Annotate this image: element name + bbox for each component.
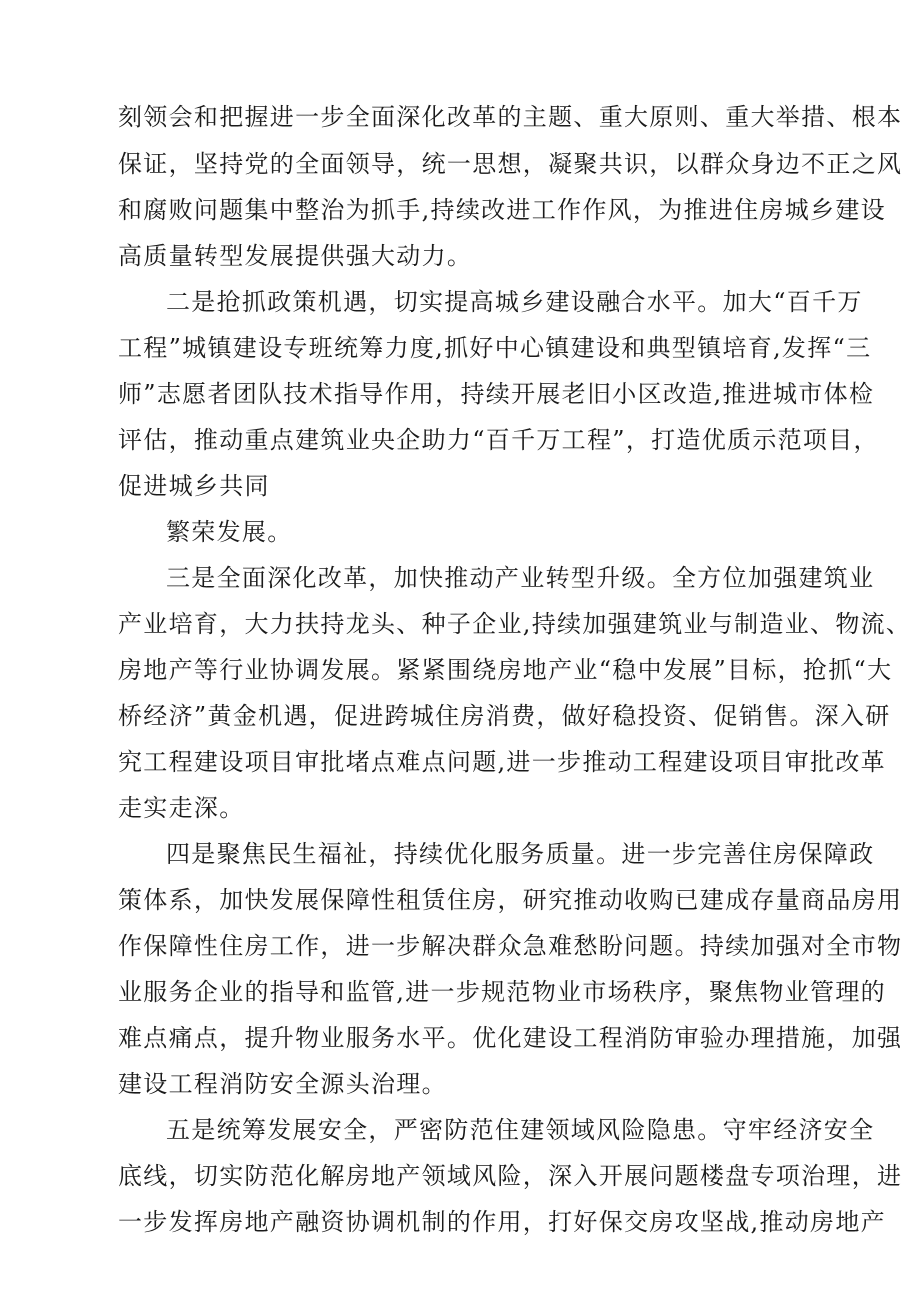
text-line-1: 刻领会和把握进一步全面深化改革的主题、重大原则、重大举措、根本 — [118, 103, 903, 131]
text-line-13: 房地产等行业协调发展。紧紧围绕房地产业“稳中发展”目标，抢抓“大 — [118, 656, 893, 684]
text-line-21: 难点痛点，提升物业服务水平。优化建设工程消防审验办理措施，加强 — [118, 1024, 903, 1052]
text-line-24: 底线，切实防范化解房地产领域风险，深入开展问题楼盘专项治理，进 — [118, 1162, 903, 1190]
text-line-19: 作保障性住房工作，进一步解决群众急难愁盼问题。持续加强对全市物 — [118, 932, 903, 960]
text-line-14: 桥经济”黄金机遇，促进跨城住房消费，做好稳投资、促销售。深入研 — [118, 702, 891, 730]
text-line-15: 究工程建设项目审批堵点难点问题,进一步推动工程建设项目审批改革 — [118, 748, 886, 776]
paragraph-3-first-line: 三是全面深化改革，加快推动产业转型升级。全方位加强建筑业 — [166, 564, 875, 592]
text-line-4: 高质量转型发展提供强大动力。 — [118, 242, 473, 270]
text-line-16: 走实走深。 — [118, 794, 245, 822]
text-line-6: 工程”城镇建设专班统筹力度,抓好中心镇建设和典型镇培育,发挥“三 — [118, 334, 872, 362]
text-line-2: 保证，坚持党的全面领导，统一思想，凝聚共识，以群众身边不正之风 — [118, 150, 903, 178]
text-line-10: 繁荣发展。 — [166, 518, 293, 546]
text-line-9: 促进城乡共同 — [118, 472, 270, 500]
text-line-8: 评估，推动重点建筑业央企助力“百千万工程”，打造优质示范项目， — [118, 426, 879, 454]
text-line-22: 建设工程消防安全源头治理。 — [118, 1070, 447, 1098]
paragraph-2-first-line: 二是抢抓政策机遇，切实提高城乡建设融合水平。加大“百千万 — [166, 288, 863, 316]
paragraph-4-first-line: 四是聚焦民生福祉，持续优化服务质量。进一步完善住房保障政 — [166, 840, 875, 868]
text-line-20: 业服务企业的指导和监管,进一步规范物业市场秩序，聚焦物业管理的 — [118, 978, 886, 1006]
text-line-3: 和腐败问题集中整治为抓手,持续改进工作作风，为推进住房城乡建设 — [118, 196, 886, 224]
text-line-25: 一步发挥房地产融资协调机制的作用，打好保交房攻坚战,推动房地产 — [118, 1208, 886, 1236]
text-line-7: 师”志愿者团队技术指导作用，持续开展老旧小区改造,推进城市体检 — [118, 380, 875, 408]
text-line-18: 策体系，加快发展保障性租赁住房，研究推动收购已建成存量商品房用 — [118, 886, 903, 914]
paragraph-5-first-line: 五是统筹发展安全，严密防范住建领域风险隐患。守牢经济安全 — [166, 1116, 875, 1144]
text-line-12: 产业培育，大力扶持龙头、种子企业,持续加强建筑业与制造业、物流、 — [118, 610, 912, 638]
